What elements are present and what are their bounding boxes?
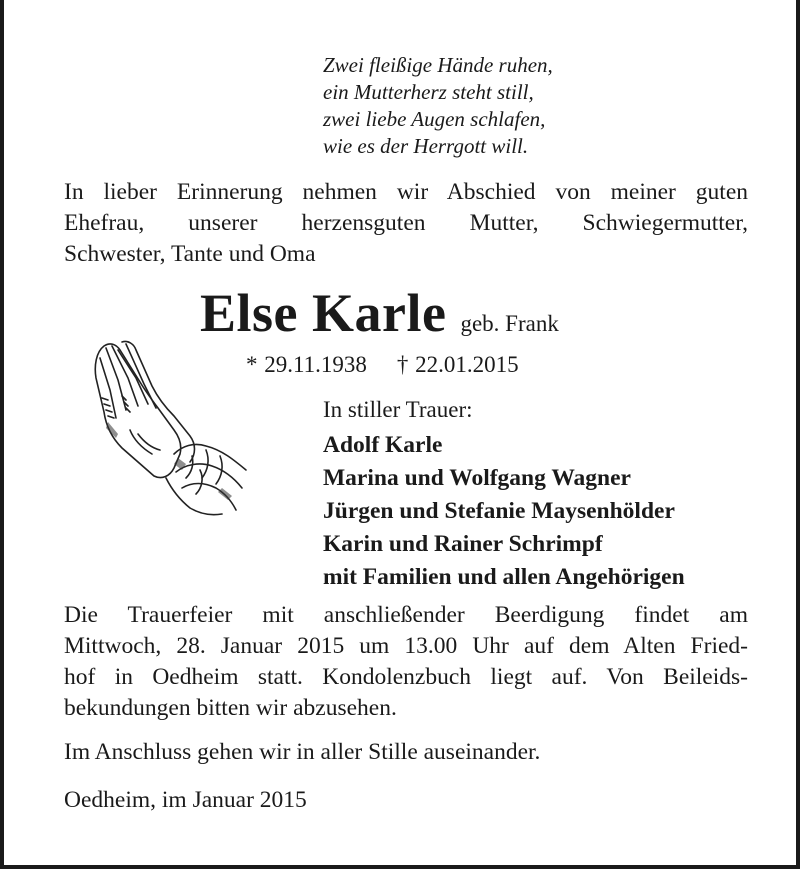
mourner-name: Adolf Karle (323, 432, 443, 458)
poem-line: zwei liebe Augen schlafen, (323, 107, 546, 131)
mourner-name: Jürgen und Stefanie Maysenhölder (323, 498, 675, 524)
service-line: hof in Oedheim statt. Kondolenzbuch liegt auf. Von Beileids- (64, 664, 748, 690)
intro-line: Ehefrau, unserer herzensguten Mutter, Schwiegermutter, (64, 210, 748, 236)
mourner-name: Marina und Wolfgang Wagner (323, 465, 631, 491)
closing-line: Im Anschluss gehen wir in aller Stille auseinander. (64, 739, 541, 765)
praying-hands-icon (82, 338, 252, 518)
mourner-name: mit Familien und allen Angehörigen (323, 564, 685, 590)
service-line: Mittwoch, 28. Januar 2015 um 13.00 Uhr auf dem Alten Fried- (64, 633, 748, 659)
poem-line: ein Mutterherz steht still, (323, 80, 534, 104)
mourner-name: Karin und Rainer Schrimpf (323, 531, 603, 557)
poem-line: wie es der Herrgott will. (323, 134, 529, 158)
death-date: † 22.01.2015 (396, 352, 519, 377)
service-line: Die Trauerfeier mit anschließender Beerdigung findet am (64, 602, 748, 628)
intro-line: Schwester, Tante und Oma (64, 241, 316, 267)
birth-name: geb. Frank (460, 311, 559, 336)
mourners-list (323, 429, 685, 594)
deceased-name: Else Karle (200, 283, 447, 343)
birth-date: * 29.11.1938 (246, 352, 367, 377)
service-line: bekundungen bitten wir abzusehen. (64, 695, 397, 721)
mourning-label: In stiller Trauer: (323, 397, 473, 422)
intro-paragraph (64, 177, 748, 270)
place-date: Oedheim, im Januar 2015 (64, 787, 307, 813)
intro-line: In lieber Erinnerung nehmen wir Abschied von meiner guten (64, 179, 748, 205)
poem-line: Zwei fleißige Hände ruhen, (323, 53, 553, 77)
life-dates (246, 352, 519, 378)
service-paragraph (64, 600, 748, 724)
deceased-name-row (200, 282, 559, 344)
poem (323, 52, 623, 160)
